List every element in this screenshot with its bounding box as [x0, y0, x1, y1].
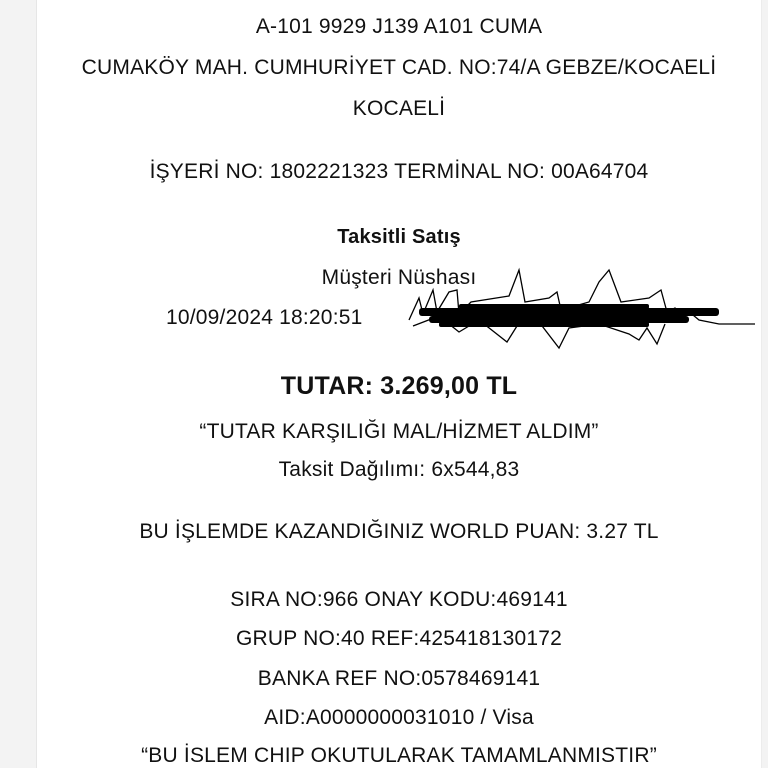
- chip-note: “BU İSLEM CHIP OKUTULARAK TAMAMLANMISTIR”: [141, 744, 657, 767]
- merchant-name: A-101 9929 J139 A101 CUMA: [255, 15, 543, 38]
- receipt-page: [36, 0, 762, 768]
- transaction-datetime: 10/09/2024 18:20:51: [166, 306, 363, 329]
- merchant-address: CUMAKÖY MAH. CUMHURİYET CAD. NO:74/A GEBZE/KOCAELİ: [81, 56, 717, 79]
- acknowledgement-text: “TUTAR KARŞILIĞI MAL/HİZMET ALDIM”: [199, 420, 599, 443]
- application-id: AID:A0000000031010 / Visa: [264, 706, 534, 729]
- sequence-approval: SIRA NO:966 ONAY KODU:469141: [230, 588, 568, 611]
- total-amount: TUTAR: 3.269,00 TL: [280, 372, 518, 400]
- merchant-terminal-ids: İŞYERİ NO: 1802221323 TERMİNAL NO: 00A64704: [149, 160, 649, 183]
- loyalty-points: BU İŞLEMDE KAZANDIĞINIZ WORLD PUAN: 3.27 TL: [139, 520, 659, 543]
- merchant-city: KOCAELİ: [352, 97, 446, 120]
- installment-breakdown: Taksit Dağılımı: 6x544,83: [278, 458, 520, 481]
- bank-reference: BANKA REF NO:0578469141: [257, 667, 541, 690]
- transaction-type: Taksitli Satış: [337, 226, 461, 248]
- redaction-scribble: [399, 262, 759, 350]
- copy-label: Müşteri Nüshası: [321, 266, 477, 289]
- group-reference: GRUP NO:40 REF:425418130172: [235, 627, 563, 650]
